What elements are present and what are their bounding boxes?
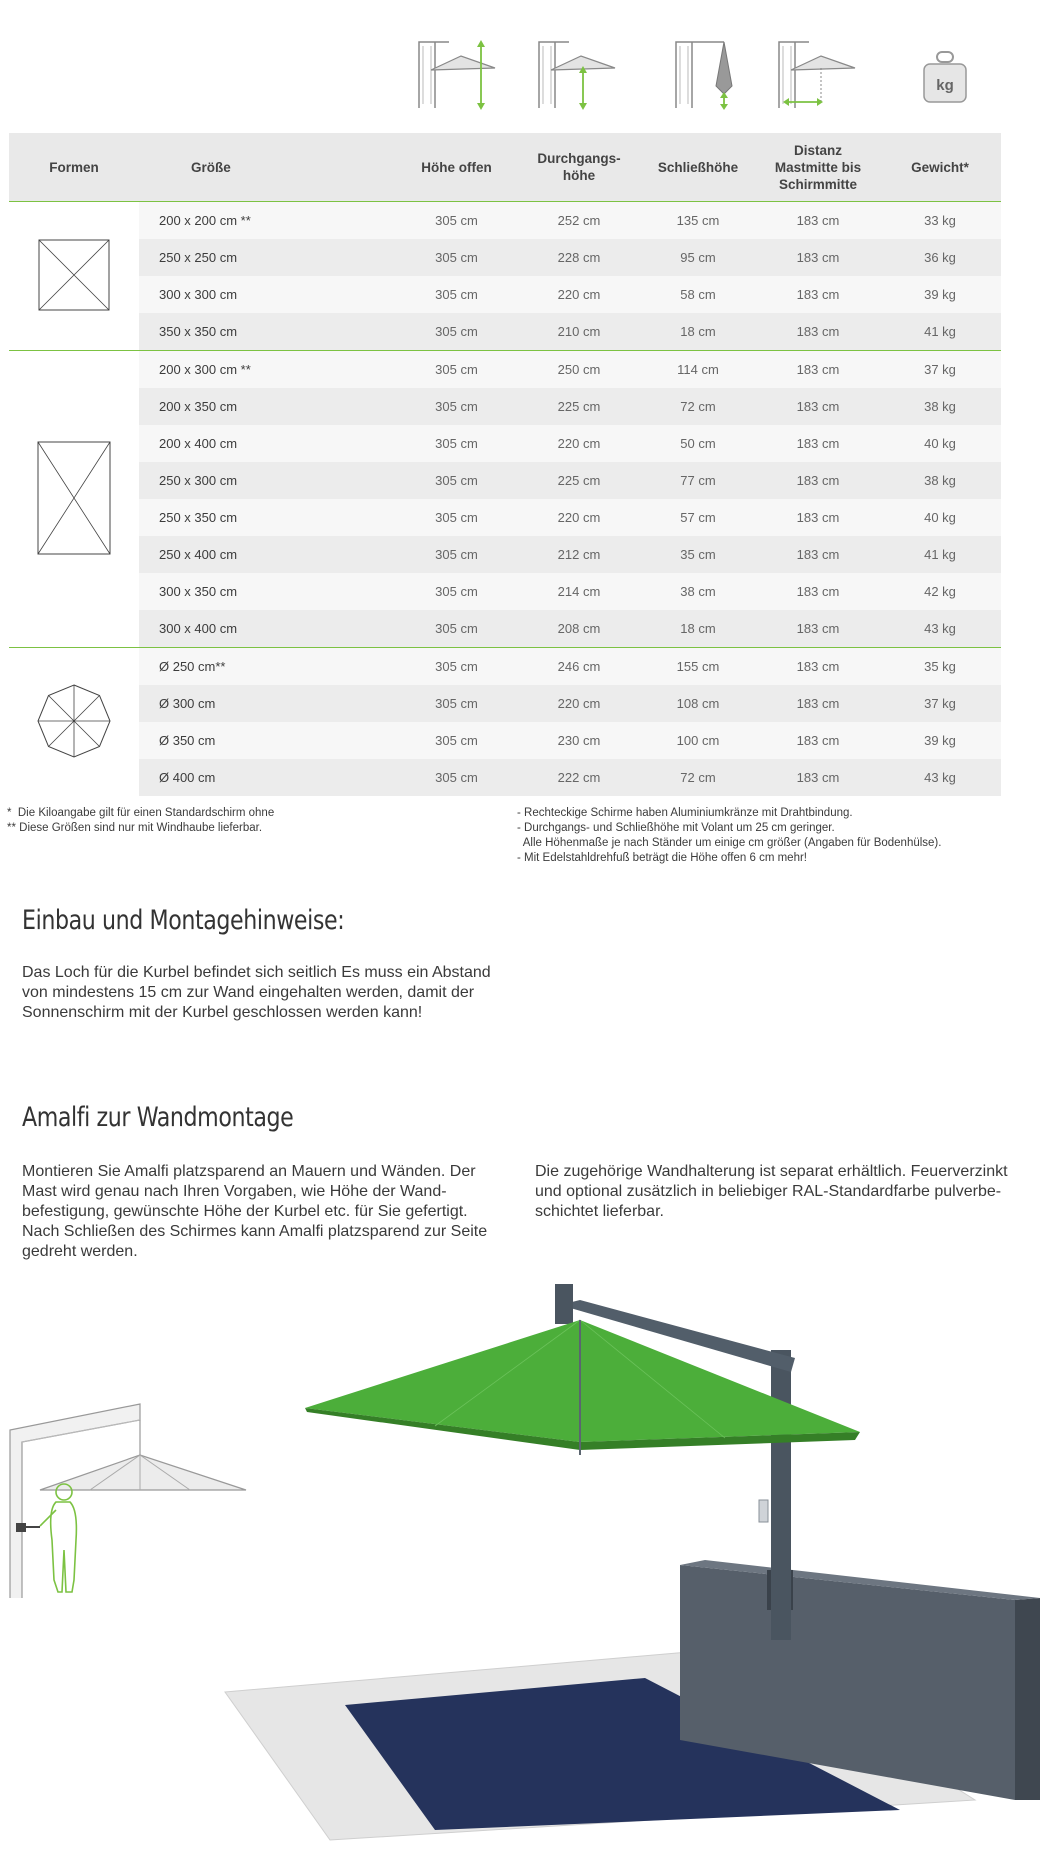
montage-text: Das Loch für die Kurbel befindet sich seitlich Es muss ein Abstand von mindestens 15 cm zur Wand eingehalten werden, damit der Sonnenschirm mit der Kurbel geschlossen werden kann! xyxy=(22,964,491,1021)
wandmontage-text-right: Die zugehörige Wandhalterung ist separat erhältlich. Feuerverzinkt und optional zusätzlich in beliebiger RAL-Standardfarbe pulverbe-schichtet lieferbar. xyxy=(535,1163,1008,1220)
closed-height-cell: 155 cm xyxy=(639,648,757,686)
weight-cell: 37 kg xyxy=(879,351,1001,389)
table-row xyxy=(9,759,1001,796)
table-row xyxy=(9,425,1001,462)
distance-cell: 183 cm xyxy=(757,276,879,313)
clearance-cell: 220 cm xyxy=(519,685,639,722)
size-cell: 200 x 200 cm ** xyxy=(139,202,394,240)
distance-cell: 183 cm xyxy=(757,313,879,351)
clearance-cell: 230 cm xyxy=(519,722,639,759)
wandmontage-title: Amalfi zur Wandmontage xyxy=(22,1102,294,1133)
weight-cell: 39 kg xyxy=(879,276,1001,313)
shape-rectangle-cell xyxy=(9,351,139,648)
table-row xyxy=(9,388,1001,425)
clearance-cell: 214 cm xyxy=(519,573,639,610)
table-row xyxy=(9,722,1001,759)
closed-height-cell: 100 cm xyxy=(639,722,757,759)
height-open-cell: 305 cm xyxy=(394,276,519,313)
distance-cell: 183 cm xyxy=(757,239,879,276)
distance-cell: 183 cm xyxy=(757,722,879,759)
header-durchgangshoehe: Durchgangs- höhe xyxy=(519,133,639,202)
svg-text:kg: kg xyxy=(936,77,954,94)
distance-cell: 183 cm xyxy=(757,499,879,536)
weight-cell: 38 kg xyxy=(879,462,1001,499)
size-cell: 300 x 300 cm xyxy=(139,276,394,313)
height-open-cell: 305 cm xyxy=(394,722,519,759)
closed-height-cell: 18 cm xyxy=(639,313,757,351)
clearance-cell: 212 cm xyxy=(519,536,639,573)
clearance-cell: 225 cm xyxy=(519,462,639,499)
clearance-cell: 250 cm xyxy=(519,351,639,389)
header-distanz: Distanz Mastmitte bis Schirmmitte xyxy=(757,133,879,202)
size-cell: Ø 250 cm** xyxy=(139,648,394,686)
wandmontage-text-left: Montieren Sie Amalfi platzsparend an Mauern und Wänden. Der Mast wird genau nach Ihren Vorgaben, wie Höhe der Wand-befestigung, gewünschte Höhe der Kurbel etc. für Sie gefertigt. Nach Schließen des Schirmes kann Amalfi platzsparend zur Seite gedreht werden. xyxy=(22,1163,488,1260)
height-open-cell: 305 cm xyxy=(394,648,519,686)
clearance-cell: 220 cm xyxy=(519,276,639,313)
closed-height-cell: 57 cm xyxy=(639,499,757,536)
clearance-cell: 220 cm xyxy=(519,499,639,536)
height-open-cell: 305 cm xyxy=(394,536,519,573)
clearance-cell: 246 cm xyxy=(519,648,639,686)
size-cell: 250 x 400 cm xyxy=(139,536,394,573)
height-open-cell: 305 cm xyxy=(394,499,519,536)
header-formen: Formen xyxy=(9,133,139,202)
distance-cell: 183 cm xyxy=(757,610,879,648)
closed-height-cell: 50 cm xyxy=(639,425,757,462)
square-icon xyxy=(38,239,110,311)
size-cell: 250 x 250 cm xyxy=(139,239,394,276)
closed-height-icon xyxy=(672,38,762,110)
octagon-icon xyxy=(36,683,112,759)
table-row xyxy=(9,610,1001,648)
distance-icon xyxy=(775,38,865,110)
table-row xyxy=(9,685,1001,722)
clearance-cell: 220 cm xyxy=(519,425,639,462)
size-cell: 200 x 350 cm xyxy=(139,388,394,425)
closed-height-cell: 18 cm xyxy=(639,610,757,648)
distance-cell: 183 cm xyxy=(757,425,879,462)
weight-cell: 43 kg xyxy=(879,759,1001,796)
height-open-cell: 305 cm xyxy=(394,610,519,648)
height-open-cell: 305 cm xyxy=(394,313,519,351)
clearance-cell: 210 cm xyxy=(519,313,639,351)
wall-distance-diagram: 15 cm xyxy=(790,1057,834,1074)
height-open-cell: 305 cm xyxy=(394,239,519,276)
size-cell: 300 x 400 cm xyxy=(139,610,394,648)
closed-height-cell: 95 cm xyxy=(639,239,757,276)
amalfi-wall-mount-illustration xyxy=(215,1280,1045,1860)
distance-cell: 183 cm xyxy=(757,648,879,686)
size-cell: 300 x 350 cm xyxy=(139,573,394,610)
header-gewicht: Gewicht* xyxy=(879,133,1001,202)
closed-height-cell: 114 cm xyxy=(639,351,757,389)
weight-cell: 40 kg xyxy=(879,499,1001,536)
footnote-left: * Die Kiloangabe gilt für einen Standardschirm ohne ** Diese Größen sind nur mit Windhaube lieferbar. xyxy=(7,807,275,834)
person-icon xyxy=(40,1484,76,1592)
height-open-cell: 305 cm xyxy=(394,351,519,389)
table-row xyxy=(9,462,1001,499)
weight-cell: 41 kg xyxy=(879,536,1001,573)
distance-cell: 183 cm xyxy=(757,573,879,610)
size-cell: 200 x 300 cm ** xyxy=(139,351,394,389)
closed-height-cell: 38 cm xyxy=(639,573,757,610)
table-row xyxy=(9,239,1001,276)
table-row xyxy=(9,648,1001,686)
table-row xyxy=(9,499,1001,536)
height-open-cell: 305 cm xyxy=(394,202,519,240)
weight-icon xyxy=(920,38,970,110)
montage-title: Einbau und Montagehinweise: xyxy=(22,905,345,936)
size-cell: 200 x 400 cm xyxy=(139,425,394,462)
distance-cell: 183 cm xyxy=(757,685,879,722)
table-row xyxy=(9,276,1001,313)
height-open-cell: 305 cm xyxy=(394,462,519,499)
weight-cell: 41 kg xyxy=(879,313,1001,351)
size-cell: 350 x 350 cm xyxy=(139,313,394,351)
size-table xyxy=(9,133,1001,796)
height-open-cell: 305 cm xyxy=(394,759,519,796)
table-row xyxy=(9,536,1001,573)
height-open-cell: 305 cm xyxy=(394,685,519,722)
size-cell: Ø 400 cm xyxy=(139,759,394,796)
clearance-cell: 252 cm xyxy=(519,202,639,240)
height-open-cell: 305 cm xyxy=(394,388,519,425)
height-open-cell: 305 cm xyxy=(394,425,519,462)
rectangle-icon xyxy=(37,441,111,555)
clearance-cell: 208 cm xyxy=(519,610,639,648)
distance-cell: 183 cm xyxy=(757,388,879,425)
distance-cell: 183 cm xyxy=(757,462,879,499)
closed-height-cell: 58 cm xyxy=(639,276,757,313)
size-cell: Ø 350 cm xyxy=(139,722,394,759)
header-hoehe-offen: Höhe offen xyxy=(394,133,519,202)
clearance-cell: 222 cm xyxy=(519,759,639,796)
closed-height-cell: 77 cm xyxy=(639,462,757,499)
header-groesse: Größe xyxy=(139,133,394,202)
distance-cell: 183 cm xyxy=(757,202,879,240)
weight-cell: 43 kg xyxy=(879,610,1001,648)
weight-cell: 38 kg xyxy=(879,388,1001,425)
weight-cell: 33 kg xyxy=(879,202,1001,240)
weight-cell: 36 kg xyxy=(879,239,1001,276)
table-row xyxy=(9,202,1001,240)
distance-cell: 183 cm xyxy=(757,759,879,796)
height-open-icon xyxy=(415,38,505,110)
weight-cell: 35 kg xyxy=(879,648,1001,686)
header-schliesshoehe: Schließhöhe xyxy=(639,133,757,202)
size-cell: 250 x 300 cm xyxy=(139,462,394,499)
closed-height-cell: 72 cm xyxy=(639,388,757,425)
closed-height-cell: 35 cm xyxy=(639,536,757,573)
size-cell: Ø 300 cm xyxy=(139,685,394,722)
weight-cell: 40 kg xyxy=(879,425,1001,462)
table-row xyxy=(9,351,1001,389)
clearance-height-icon xyxy=(535,38,625,110)
closed-height-cell: 72 cm xyxy=(639,759,757,796)
closed-height-cell: 135 cm xyxy=(639,202,757,240)
height-open-cell: 305 cm xyxy=(394,573,519,610)
distance-cell: 183 cm xyxy=(757,536,879,573)
table-row xyxy=(9,573,1001,610)
footnote-right: - Rechteckige Schirme haben Aluminiumkränze mit Drahtbindung. - Durchgangs- und Schließhöhe mit Volant um 25 cm geringer. Alle Höhenmaße je nach Ständer um einige cm größer (Angaben für Bodenhülse). - Mit Edelstahldrehfuß beträgt die Höhe offen 6 cm mehr! xyxy=(517,807,942,864)
shape-square-cell xyxy=(9,202,139,351)
table-row xyxy=(9,313,1001,351)
weight-cell: 42 kg xyxy=(879,573,1001,610)
distance-cell: 183 cm xyxy=(757,351,879,389)
weight-cell: 37 kg xyxy=(879,685,1001,722)
table-header-row xyxy=(9,133,1001,202)
clearance-cell: 228 cm xyxy=(519,239,639,276)
size-cell: 250 x 350 cm xyxy=(139,499,394,536)
shape-octagon-cell xyxy=(9,648,139,797)
weight-cell: 39 kg xyxy=(879,722,1001,759)
closed-height-cell: 108 cm xyxy=(639,685,757,722)
clearance-cell: 225 cm xyxy=(519,388,639,425)
